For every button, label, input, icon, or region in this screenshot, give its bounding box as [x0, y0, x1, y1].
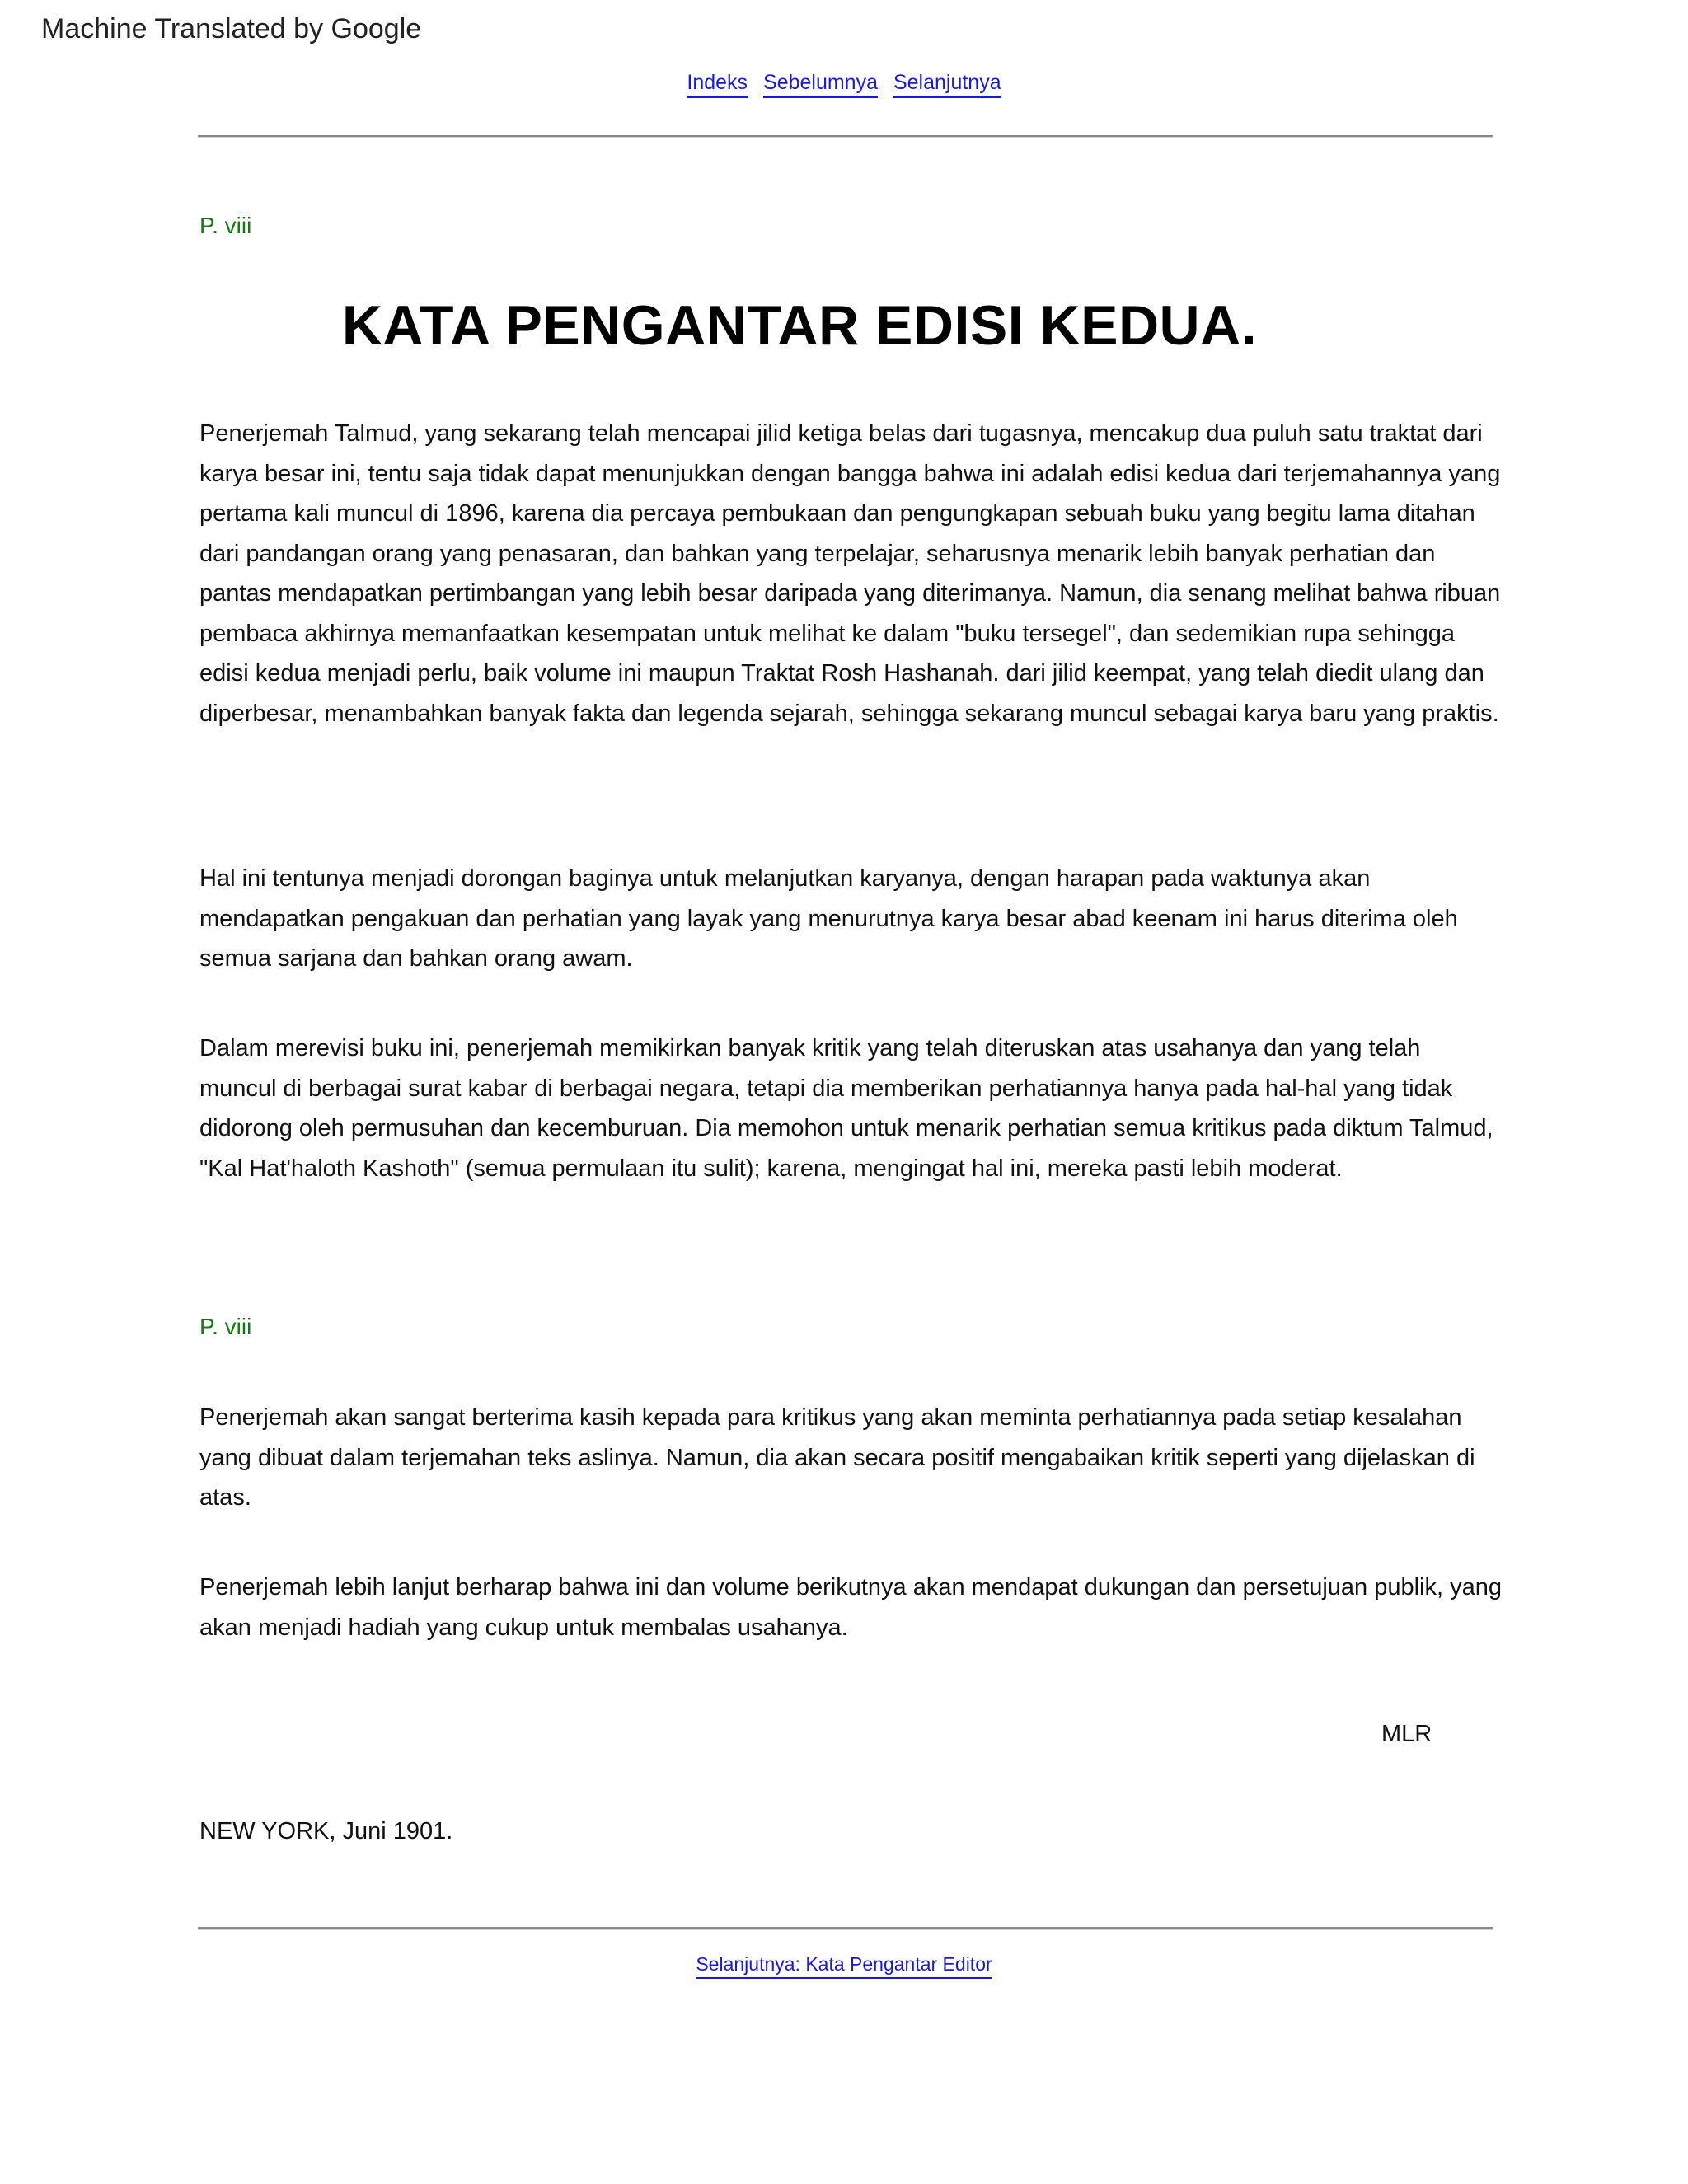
paragraph-3: Dalam merevisi buku ini, penerjemah memikirkan banyak kritik yang telah diteruskan atas usahanya dan yang telah muncul di berbagai surat kabar di berbagai negara, tetapi dia memberikan perhatiannya hanya pada hal-hal yang tidak didorong oleh permusuhan dan kecemburuan. Dia memohon untuk menarik perhatian semua kritikus pada diktum Talmud, "Kal Hat'haloth Kashoth" (semua permulaan itu sulit); karena, mengingat hal ini, mereka pasti lebih moderat. [199, 1035, 1493, 1182]
nav-link-previous[interactable]: Sebelumnya [763, 71, 878, 98]
page-reference: P. viii [199, 1314, 252, 1339]
nav-link-next[interactable]: Selanjutnya [893, 71, 1001, 98]
bottom-navigation [0, 1953, 1688, 1975]
top-navigation [0, 71, 1688, 95]
page-title: KATA PENGANTAR EDISI KEDUA. [341, 294, 1258, 357]
paragraph-4: Penerjemah akan sangat berterima kasih kepada para kritikus yang akan meminta perhatiannya pada setiap kesalahan yang dibuat dalam terjemahan teks aslinya. Namun, dia akan secara positif mengabaikan kritik seperti yang dijelaskan di atas. [199, 1404, 1475, 1511]
paragraph-1: Penerjemah Talmud, yang sekarang telah mencapai jilid ketiga belas dari tugasnya, mencakup dua puluh satu traktat dari karya besar ini, tentu saja tidak dapat menunjukkan dengan bangga bahwa ini adalah edisi kedua dari terjemahannya yang pertama kali muncul di 1896, karena dia percaya pembukaan dan pengungkapan sebuah buku yang begitu lama ditahan dari pandangan orang yang penasaran, dan bahkan yang terpelajar, seharusnya menarik lebih banyak perhatian dan pantas mendapatkan pertimbangan yang lebih besar daripada yang diterimanya. Namun, dia senang melihat bahwa ribuan pembaca akhirnya memanfaatkan kesempatan untuk melihat ke dalam "buku tersegel", dan sedemikian rupa sehingga edisi kedua menjadi perlu, baik volume ini maupun Traktat Rosh Hashanah. dari jilid keempat, yang telah diedit ulang dan diperbesar, menambahkan banyak fakta dan legenda sejarah, sehingga sekarang muncul sebagai karya baru yang praktis. [199, 420, 1501, 727]
place-and-date: NEW YORK, Juni 1901. [199, 1818, 453, 1844]
next-chapter-link[interactable]: Selanjutnya: Kata Pengantar Editor [696, 1953, 992, 1979]
machine-translation-banner: Machine Translated by Google [41, 13, 422, 45]
top-divider [198, 135, 1493, 138]
paragraph-2: Hal ini tentunya menjadi dorongan baginya untuk melanjutkan karyanya, dengan harapan pada waktunya akan mendapatkan pengakuan dan perhatian yang layak yang menurutnya karya besar abad keenam ini harus diterima oleh semua sarjana dan bahkan orang awam. [199, 865, 1458, 972]
nav-link-index[interactable]: Indeks [687, 71, 748, 98]
bottom-divider [198, 1927, 1493, 1930]
page-reference: P. viii [199, 213, 252, 238]
signature-initials: MLR [1381, 1721, 1432, 1747]
paragraph-5: Penerjemah lebih lanjut berharap bahwa ini dan volume berikutnya akan mendapat dukungan dan persetujuan publik, yang akan menjadi hadiah yang cukup untuk membalas usahanya. [199, 1574, 1502, 1641]
